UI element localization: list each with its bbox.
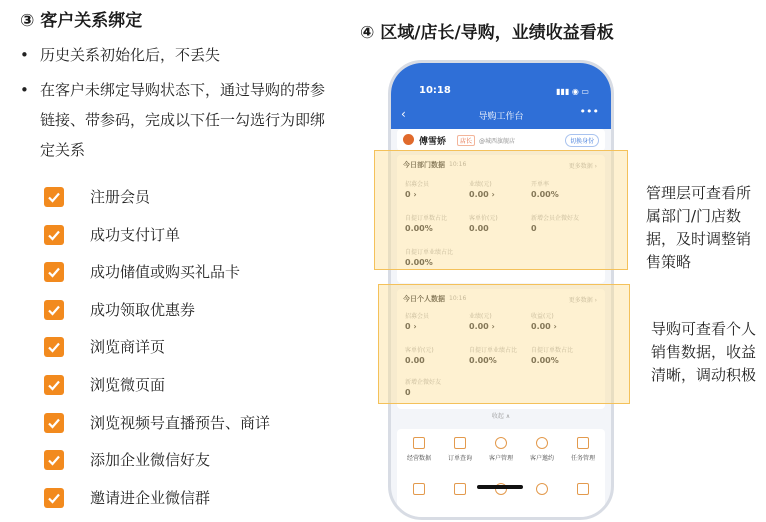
bullet-text: 在客户未绑定导购状态下，通过导购的带参链接、带参码，完成以下任一勾选行为即绑定关系 [40,81,326,159]
clipboard-icon [413,437,425,449]
function-menu [397,429,605,519]
store-name: @城西旗舰店 [479,138,516,145]
checked-checkbox-icon [44,187,64,207]
metric-value[interactable]: 0.00 › [531,322,557,331]
checklist-label: 邀请进企业微信群 [90,488,211,507]
metric-label: 新增企微好友 [405,379,442,386]
signal-battery-icon: ▮▮▮ ◉ ▭ [556,87,589,96]
card-time: 10:16 [449,295,467,302]
section-title-customer-binding: ③ 客户关系绑定 [20,11,143,31]
metric-label: 业绩(元) [469,313,492,320]
checked-checkbox-icon [44,450,64,470]
note-manager: 管理层可查看所属部门/门店数据，及时调整销售策略 [646,184,752,271]
more-icon[interactable]: ••• [579,105,599,118]
note-guide: 导购可查看个人销售数据，收益清晰，调动积极 [651,320,757,384]
checklist-label: 成功支付订单 [90,225,181,244]
card-title: 今日个人数据 [403,295,445,303]
checklist-label: 成功储值或购买礼品卡 [90,263,241,282]
menu-item-business-data[interactable] [399,437,439,462]
metric-label: 招募会员 [405,181,430,188]
checklist-label: 浏览商详页 [90,338,166,357]
metric-label: 自提订单业绩占比 [469,347,518,354]
metric-value[interactable]: 0.00 › [469,322,495,331]
menu-item-customer-invite[interactable] [522,437,562,462]
bar-chart-icon[interactable] [454,483,466,495]
metric-value[interactable]: 0 › [405,322,417,331]
checked-checkbox-icon [44,225,64,245]
metric-value[interactable]: 0.00 › [469,190,495,199]
metric-label: 自提订单业绩占比 [405,249,454,256]
status-time: 10:18 [419,85,451,96]
metric-label: 自提订单数占比 [531,347,574,354]
menu-label: 任务管理 [570,455,595,462]
metric-value: 0.00 [405,356,425,365]
user-plus-icon[interactable] [536,483,548,495]
card-title: 今日部门数据 [403,161,445,169]
search-doc-icon [454,437,466,449]
bullet-dot: • [20,81,29,99]
home-indicator [477,485,523,489]
bullet-text: 历史关系初始化后，不丢失 [40,46,221,64]
metric-label: 客单价(元) [405,347,434,354]
checklist-label: 浏览视频号直播预告、商详 [90,413,271,432]
checked-checkbox-icon [44,262,64,282]
task-icon [577,437,589,449]
checked-checkbox-icon [44,375,64,395]
user-bar [397,129,605,151]
checked-checkbox-icon [44,337,64,357]
checklist-label: 成功领取优惠券 [90,300,196,319]
metric-value: 0.00% [469,356,497,365]
section-title-dashboard: ④ 区域/店长/导购，业绩收益看板 [360,23,614,43]
highlight-dept-data [374,150,628,270]
metric-label: 自提订单数占比 [405,215,448,222]
collapse-toggle[interactable]: 收起 ∧ [491,413,511,420]
menu-label: 订单查询 [447,455,472,462]
more-data-link[interactable]: 更多数据 › [568,297,597,304]
metric-label: 收益(元) [531,313,554,320]
metric-value: 0.00% [531,356,559,365]
menu-item-order-query[interactable] [440,437,480,462]
phone-header [391,63,611,129]
avatar [403,134,414,145]
more-data-link[interactable]: 更多数据 › [568,163,597,170]
checked-checkbox-icon [44,300,64,320]
user-name: 傅雪娇 [419,137,447,147]
checked-checkbox-icon [44,488,64,508]
checked-checkbox-icon [44,413,64,433]
exchange-icon[interactable] [577,483,589,495]
user-add-icon [536,437,548,449]
checklist-label: 添加企业微信好友 [90,451,211,470]
metric-value[interactable]: 0 › [405,190,417,199]
menu-item-customer-manage[interactable] [481,437,521,462]
menu-label: 客户管理 [488,455,513,462]
checklist-label: 浏览微页面 [90,375,166,394]
metric-value: 0 [405,388,411,397]
menu-label: 客户邀约 [529,455,554,462]
switch-identity-button[interactable]: 切换身份 [565,134,599,147]
metric-label: 客单价(元) [469,215,498,222]
metric-value: 0.00% [531,190,559,199]
metric-value: 0.00% [405,258,433,267]
menu-label: 经营数据 [406,455,431,462]
bullet-dot: • [20,46,29,64]
menu-item-task-manage[interactable] [563,437,603,462]
role-badge: 店长 [457,135,475,146]
metric-value: 0.00% [405,224,433,233]
metric-label: 招募会员 [405,313,430,320]
checklist-label: 注册会员 [90,188,151,206]
metric-label: 新增会员企微好友 [531,215,580,222]
metric-value: 0.00 [469,224,489,233]
document-icon[interactable] [413,483,425,495]
metric-label: 开单率 [531,181,550,188]
nav-title: 导购工作台 [478,112,524,122]
highlight-personal-data [378,284,630,404]
back-arrow-icon[interactable]: ‹ [401,107,406,121]
metric-label: 业绩(元) [469,181,492,188]
user-icon [495,437,507,449]
metric-value: 0 [531,224,537,233]
card-time: 10:16 [449,161,467,168]
